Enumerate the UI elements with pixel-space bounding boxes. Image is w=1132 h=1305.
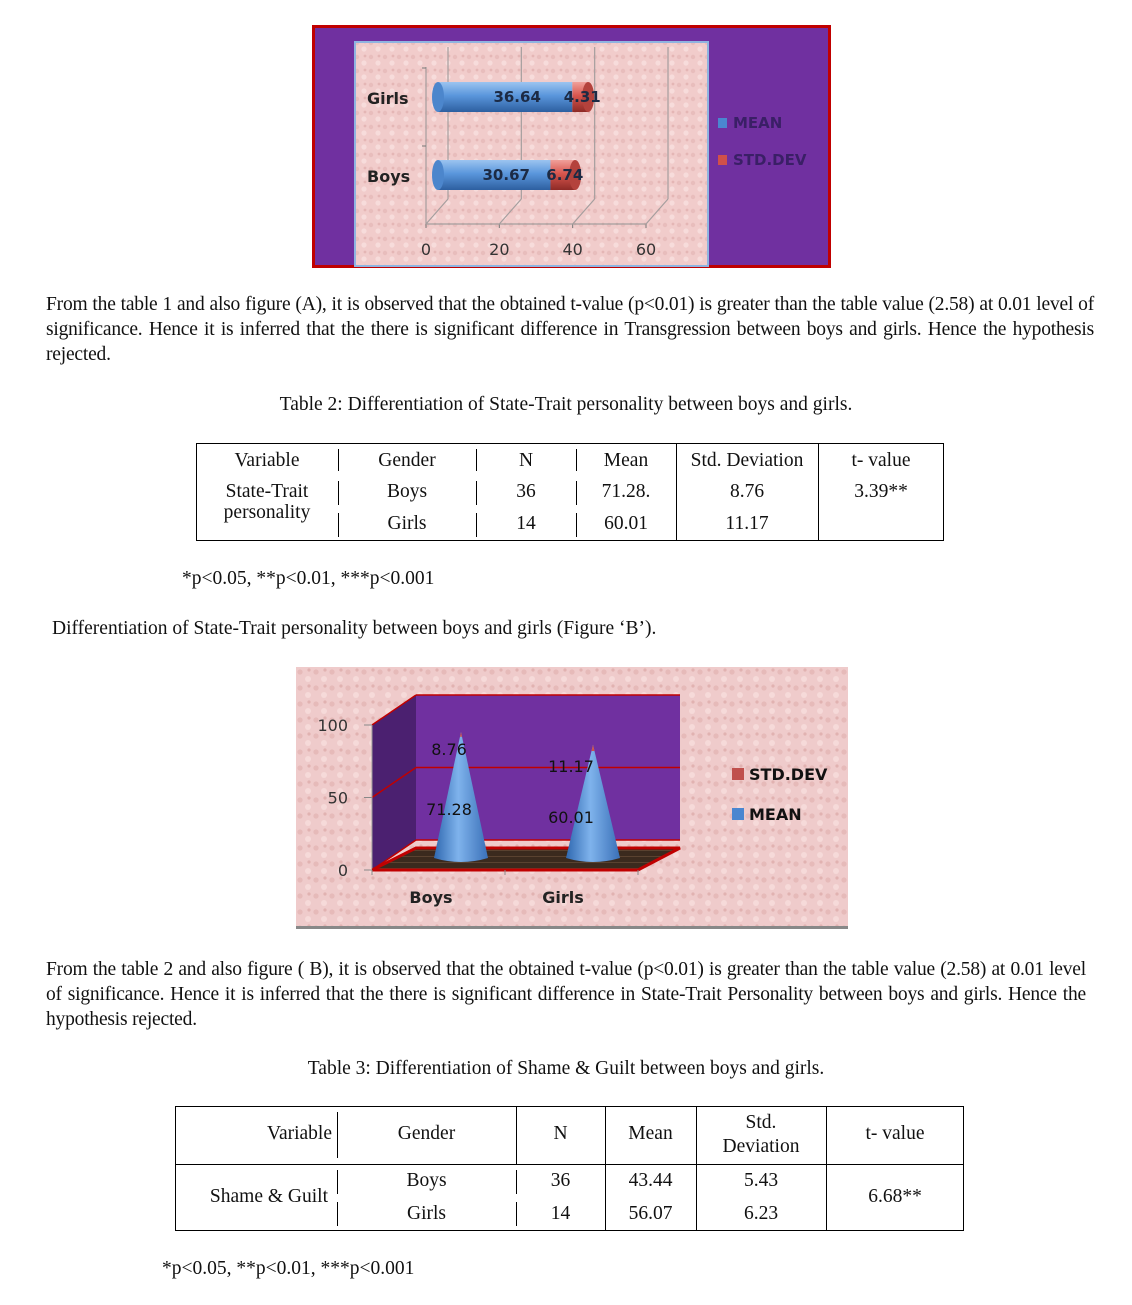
- figure-a-chart: [312, 25, 831, 268]
- y-tick-label: 100: [317, 716, 348, 735]
- table-2-header-row: [196, 445, 944, 476]
- x-tick-label: 40: [562, 240, 583, 259]
- n-cell: 14: [550, 1203, 571, 1224]
- floor: [372, 848, 680, 870]
- variable-cell: Shame & Guilt: [209, 1186, 328, 1207]
- gender-cell: Girls: [407, 1203, 446, 1224]
- legend-swatch: [732, 808, 744, 820]
- data-label-stddev: 6.74: [546, 166, 584, 184]
- x-tick-label: 0: [420, 240, 432, 259]
- mean-cell: 56.07: [628, 1203, 673, 1224]
- data-label-mean: 30.67: [482, 166, 530, 184]
- table-3-significance-note: *p<0.05, **p<0.01, ***p<0.001: [162, 1258, 415, 1279]
- y-tick-label: 50: [327, 788, 348, 808]
- header-mean: Mean: [628, 1123, 673, 1144]
- table-2-border-top: [196, 443, 944, 444]
- t-value-cell: [818, 508, 944, 540]
- header-n: N: [553, 1123, 568, 1144]
- n-cell: 36: [550, 1170, 571, 1191]
- data-label-mean: 71.28: [426, 800, 472, 819]
- header-mean: Mean: [603, 449, 649, 471]
- t-value-cell: 6.68**: [868, 1186, 922, 1207]
- mean-cell: 60.01: [604, 513, 648, 534]
- legend-label: MEAN: [733, 114, 783, 132]
- x-tick-label: 60: [635, 240, 657, 259]
- chart-b-bottom-edge: [296, 926, 848, 929]
- legend-label: MEAN: [749, 805, 802, 824]
- header-std-line2: Deviation: [722, 1136, 800, 1157]
- data-label-mean: 36.64: [493, 88, 541, 106]
- table-2-grid: [196, 445, 944, 540]
- table-3: [175, 1106, 964, 1231]
- sd-cell: 5.43: [743, 1170, 779, 1191]
- table-row: [196, 508, 944, 540]
- table-2-caption: Table 2: Differentiation of State-Trait personality between boys and girls.: [279, 394, 853, 415]
- figure-b-caption: Differentiation of State-Trait personality between boys and girls (Figure ‘B’).: [52, 618, 657, 639]
- table-2: [196, 443, 944, 542]
- gender-cell: Boys: [406, 1170, 447, 1191]
- header-gender: Gender: [378, 449, 436, 471]
- header-t-value: t- value: [851, 449, 911, 471]
- sd-cell: 6.23: [743, 1203, 779, 1224]
- sd-cell: 8.76: [729, 481, 765, 502]
- mean-cell: 71.28.: [601, 481, 651, 502]
- table-3-border-mid: [175, 1164, 964, 1165]
- chart-a-plot-area: [355, 42, 708, 266]
- sd-cell: 11.17: [725, 513, 769, 534]
- data-label-mean: 60.01: [548, 808, 594, 827]
- legend-label: STD.DEV: [733, 151, 807, 169]
- legend-swatch: [718, 155, 727, 165]
- gender-cell: Girls: [387, 513, 427, 534]
- header-n: N: [518, 449, 534, 471]
- header-gender: Gender: [397, 1123, 456, 1144]
- t-value-cell: 3.39**: [854, 481, 908, 502]
- legend-swatch: [732, 768, 744, 780]
- header-std-line1: Std.: [745, 1112, 777, 1133]
- bar-cap-left: [432, 82, 444, 112]
- table-3-border-top: [175, 1106, 964, 1107]
- n-cell: 36: [516, 481, 536, 502]
- legend-label: STD.DEV: [749, 765, 828, 784]
- header-t-value: t- value: [865, 1123, 925, 1144]
- header-variable: Variable: [234, 449, 300, 471]
- variable-cell: personality: [223, 502, 311, 523]
- data-label-stddev: 4.31: [563, 88, 601, 106]
- table-3-caption: Table 3: Differentiation of Shame & Guilt between boys and girls.: [307, 1058, 825, 1079]
- header-std-deviation: [696, 1111, 826, 1159]
- variable-cell: State-Trait: [225, 481, 309, 502]
- data-label-stddev: 8.76: [431, 740, 467, 759]
- category-label: Boys: [367, 167, 411, 186]
- figure-b-chart: [296, 667, 848, 929]
- paragraph-state-trait: From the table 2 and also figure ( B), it is observed that the obtained t-value (p<0.01) is greater than the table value (2.58) at 0.01 level of significance. Hence it is inferred that the there is significant difference in State-Trait Personality between boys and girls. Hence the hypothesis rejected.: [46, 959, 1086, 1030]
- table-2-border-bottom: [196, 540, 944, 541]
- table-2-significance-note: *p<0.05, **p<0.01, ***p<0.001: [182, 568, 435, 589]
- table-3-border-bottom: [175, 1230, 964, 1231]
- x-tick-label: 20: [489, 240, 510, 259]
- header-std-deviation: Std. Deviation: [690, 449, 804, 471]
- header-variable: Variable: [267, 1123, 332, 1144]
- category-label: Girls: [542, 888, 584, 907]
- category-label: Boys: [409, 888, 453, 907]
- bar-cap-left: [432, 160, 444, 190]
- legend-swatch: [718, 118, 727, 128]
- mean-cell: 43.44: [628, 1170, 673, 1191]
- data-label-stddev: 11.17: [548, 757, 594, 776]
- paragraph-transgression: From the table 1 and also figure (A), it is observed that the obtained t-value (p<0.01) is greater than the table value (2.58) at 0.01 level of significance. Hence it is inferred that the there is significant difference in Transgression between boys and girls. Hence the hypothesis rejected.: [46, 294, 1094, 365]
- gender-cell: Boys: [386, 481, 428, 502]
- category-label: Girls: [367, 89, 409, 108]
- y-tick-label: 0: [337, 861, 348, 880]
- n-cell: 14: [516, 513, 536, 534]
